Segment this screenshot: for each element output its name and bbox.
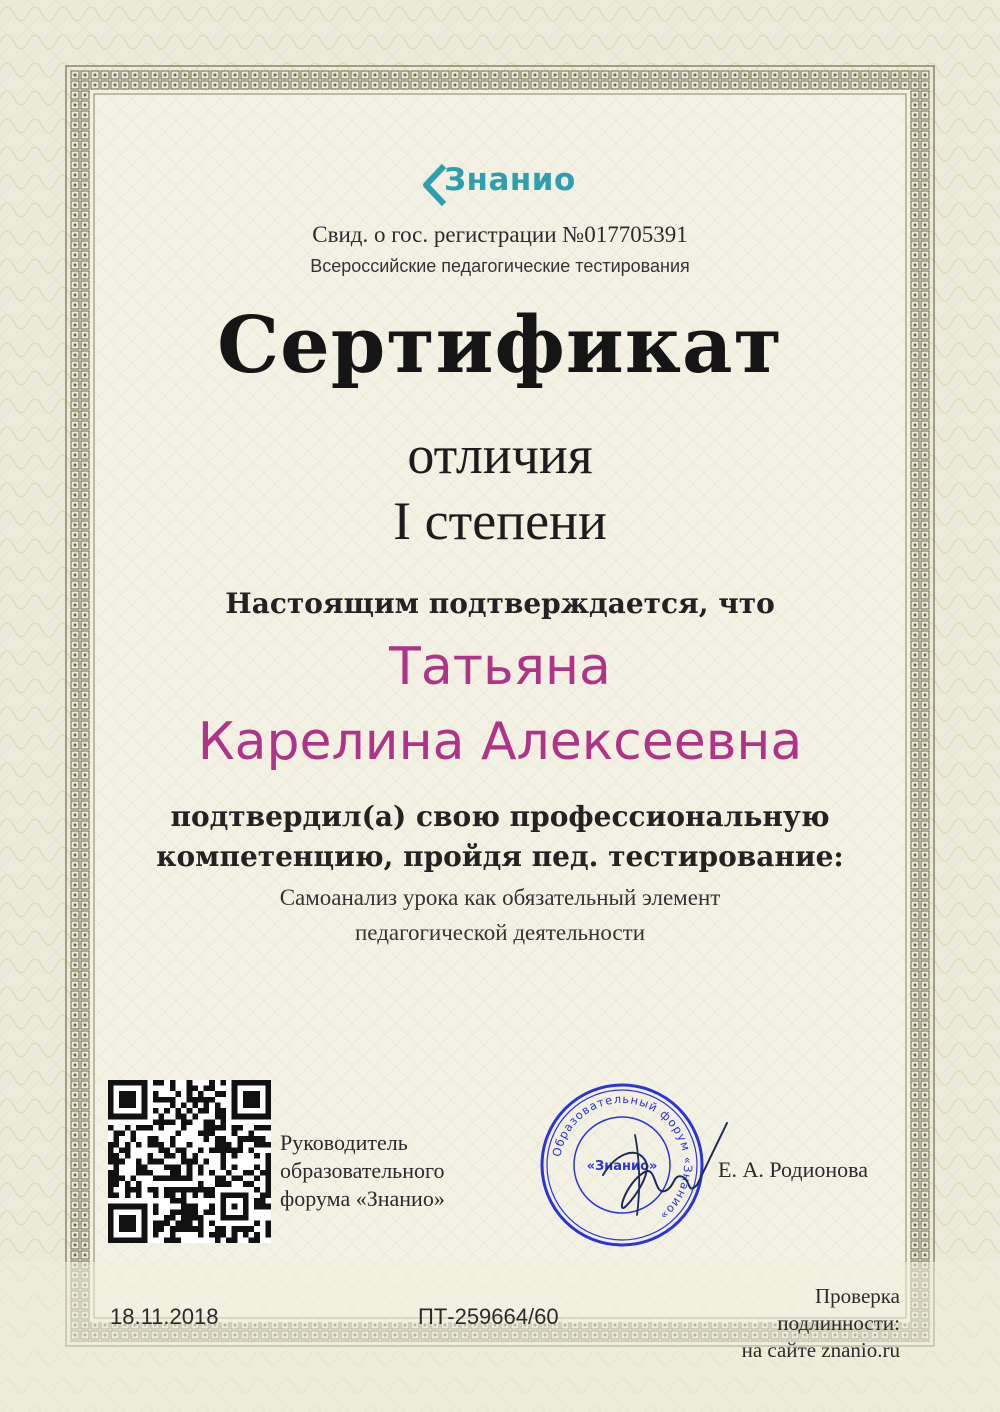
recipient-first-name: Татьяна [389,637,611,697]
certificate-subtitle-line2: I степени [393,491,607,551]
topic-line1: Самоанализ урока как обязательный элемент [279,885,721,910]
stamp-center-text: «Знанио» [586,1159,658,1174]
issue-date: 18.11.2018 [110,1304,219,1329]
verify-line3: на сайте znanio.ru [741,1338,900,1362]
certificate-title: Сертификат [217,300,783,391]
competence-line2: компетенцию, пройдя пед. тестирование: [156,840,844,873]
qr-code-icon [108,1080,271,1243]
znanio-logo [418,158,588,214]
certificate-id: ПТ-259664/60 [418,1304,559,1329]
signer-role-line1: Руководитель [280,1130,408,1155]
recipient-last-names: Карелина Алексеевна [197,712,803,772]
verify-line1: Проверка [815,1284,900,1308]
tests-line: Всероссийские педагогические тестирования [310,256,690,276]
registration-line: Свид. о гос. регистрации №017705391 [312,222,688,247]
signer-role-line3: форума «Знанио» [280,1186,445,1211]
logo-text: Знанио [444,162,576,198]
competence-line1: подтвердил(а) свою профессиональную [170,800,830,833]
handwritten-signature [595,1115,735,1225]
stamp-ring-text: Образовательный форум «Знанио» [549,1091,696,1224]
certificate-subtitle-line1: отличия [407,425,593,485]
confirm-text: Настоящим подтверждается, что [225,587,775,620]
signer-role-line2: образовательного [280,1158,445,1183]
verify-line2: подлинности: [777,1311,900,1335]
signer-name: Е. А. Родионова [718,1157,868,1182]
topic-line2: педагогической деятельности [354,920,645,945]
